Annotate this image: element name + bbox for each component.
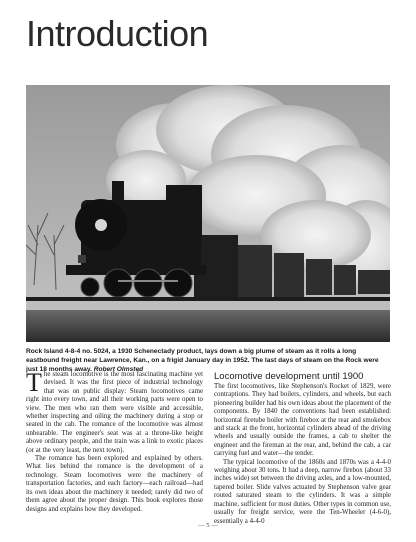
development-paragraph-1: The first locomotives, like Stephenson's Rocket of 1829, were contraptions. They had boilers, cylinders, and wheels, but each pioneering builder had his own ideas about the placement of the components. By 1840 the conventions had been established: horizontal firetube boiler with firebox at the rear and smokebox and stack at the front, horizontal cylinders ahead of the driving wheels and usually outside the frames, a cab to shelter the engineer and the fireman at the rear, and, behind the cab, a car carrying fuel and water—the tender.	[214, 383, 391, 458]
page-number: — 5 —	[198, 522, 218, 529]
intro-paragraph-2: The romance has been explored and explained by others. What lies behind the romance is the development of a technology. Steam locomotives were the machinery of transportation factories, and each factory—each railroad—had its own ideas about the machinery it needed; rarely did two of them agree about the proper design. This book explores those designs and explains how they developed.	[26, 455, 203, 513]
intro-paragraph-1: he steam locomotive is the most fascinating machine yet devised. It was the first piece of industrial technology that was on public display: Steam locomotives came right into every town, and all their working parts were open to view. The men who ran them were visible and accessible, whether inspecting and oiling the machinery during a stop or seated in the cab. The romance of the locomotive was almost unbearable. The engineer's seat was at a throne-like height above ordinary people, and the train was a link to exotic places (or at the very least, the next town).	[26, 371, 203, 454]
development-paragraph-2: The typical locomotive of the 1860s and 1870s was a 4-4-0 weighing about 30 tons. It had a deep, narrow firebox (about 33 inches wide) set between the driving axles, and a low-mounted, tapered boiler. Slide valves actuated by Stephenson valve gear routed saturated steam to the cylinders. It was a simple machine, sufficient for most duties. Other types in common use, usually for freight service, were the Ten-Wheeler (4-6-0), essentially a 4-4-0	[214, 458, 391, 525]
locomotive-photo	[26, 85, 390, 342]
page-title: Introduction	[26, 13, 209, 54]
drop-cap: T	[26, 368, 42, 397]
photo-caption	[26, 347, 390, 374]
right-column	[214, 371, 391, 526]
section-heading: Locomotive development until 1900	[214, 371, 364, 382]
photo-credit: Robert Olmsted	[93, 366, 144, 373]
caption-text: Rock Island 4-8-4 no. 5024, a 1930 Schenectady product, lays down a big plume of steam as it rolls a long eastbound freight near Lawrence, Kan., on a frigid January day in 1952. The last days of steam on the Rock were just 18 months away.	[26, 348, 379, 373]
